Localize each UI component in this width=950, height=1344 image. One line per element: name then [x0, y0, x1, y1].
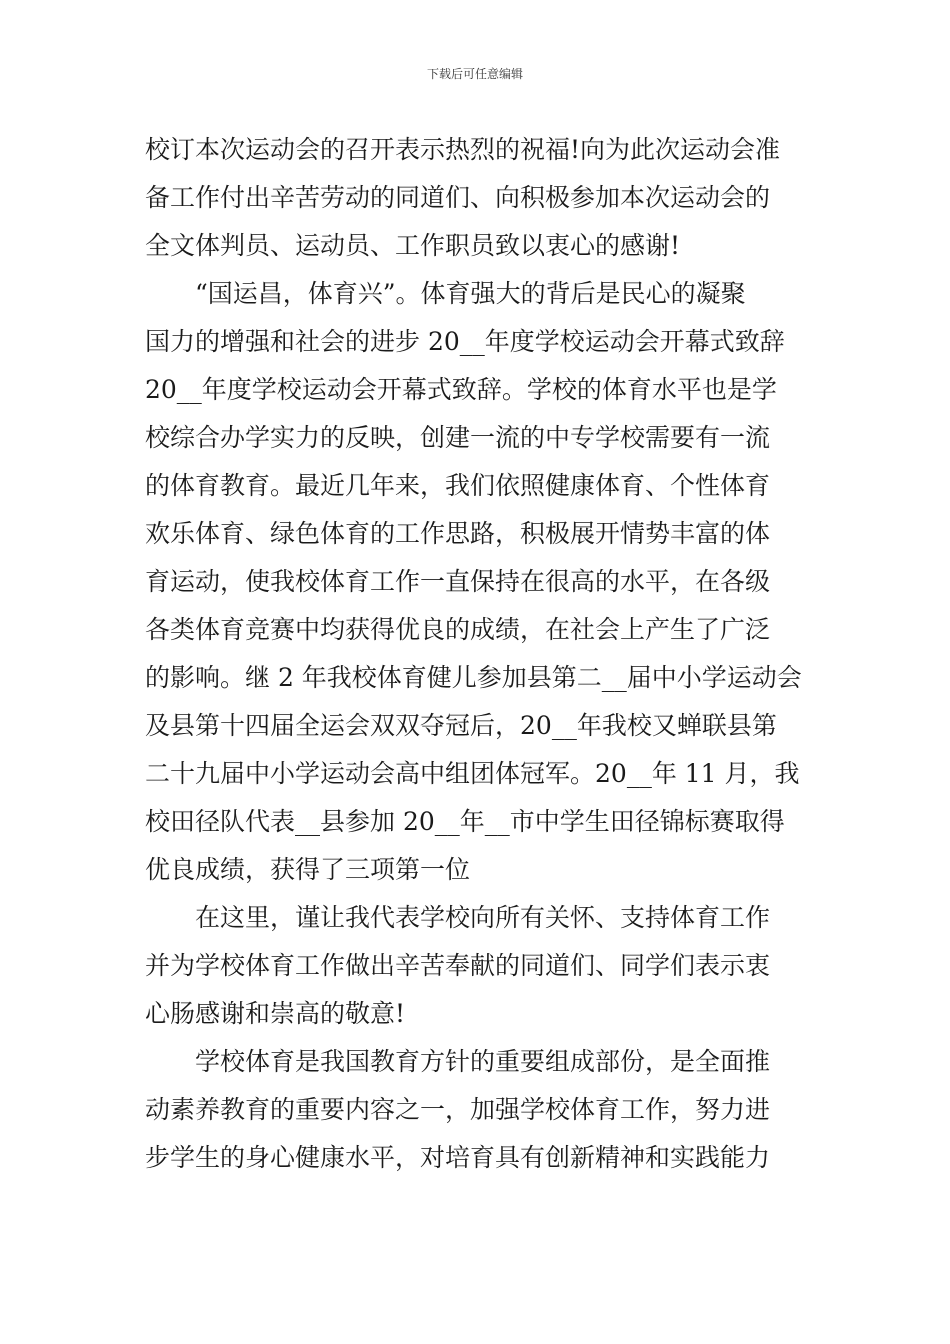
- text-line: 并为学校体育工作做出辛苦奉献的同道们、同学们表示衷: [145, 951, 771, 980]
- text-line: 在这里，谨让我代表学校向所有关怀、支持体育工作: [195, 903, 771, 932]
- text-line: 学校体育是我国教育方针的重要组成部份，是全面推: [195, 1047, 771, 1076]
- text-line: 步学生的身心健康水平，对培育具有创新精神和实践能力: [145, 1143, 771, 1172]
- text-line: 育运动，使我校体育工作一直保持在很高的水平，在各级: [145, 567, 771, 596]
- text-line: 20__年度学校运动会开幕式致辞。学校的体育水平也是学: [145, 375, 777, 404]
- text-line: 欢乐体育、绿色体育的工作思路，积极展开情势丰富的体: [145, 519, 771, 548]
- text-line: 各类体育竞赛中均获得优良的成绩，在社会上产生了广泛: [145, 615, 771, 644]
- text-line: 动素养教育的重要内容之一，加强学校体育工作，努力进: [145, 1095, 771, 1124]
- text-line: “国运昌，体育兴”。体育强大的背后是民心的凝聚: [195, 279, 746, 308]
- text-line: 全文体判员、运动员、工作职员致以衷心的感谢!: [145, 231, 681, 260]
- text-line: 及县第十四届全运会双双夺冠后，20__年我校又蝉联县第: [145, 711, 777, 740]
- paragraph-2: [145, 270, 810, 894]
- text-line: 的影响。继 2 年我校体育健儿参加县第二__届中小学运动会: [145, 663, 802, 692]
- page-header: 下载后可任意编辑: [426, 67, 523, 81]
- text-line: 心肠感谢和崇高的敬意!: [145, 999, 406, 1028]
- text-line: 国力的增强和社会的进步 20__年度学校运动会开幕式致辞: [145, 327, 785, 356]
- text-line: 优良成绩，获得了三项第一位: [145, 855, 471, 884]
- paragraph-3: [145, 894, 810, 1038]
- text-line: 校订本次运动会的召开表示热烈的祝福!向为此次运动会准: [145, 135, 781, 164]
- text-line: 校综合办学实力的反映，创建一流的中专学校需要有一流: [145, 423, 771, 452]
- text-line: 校田径队代表__县参加 20__年__市中学生田径锦标赛取得: [145, 807, 785, 836]
- paragraph-1: [145, 126, 810, 270]
- document-body: [145, 126, 810, 1182]
- paragraph-4: [145, 1038, 810, 1182]
- text-line: 二十九届中小学运动会高中组团体冠军。20__年 11 月，我: [145, 759, 800, 788]
- text-line: 备工作付出辛苦劳动的同道们、向积极参加本次运动会的: [145, 183, 771, 212]
- text-line: 的体育教育。最近几年来，我们依照健康体育、个性体育: [145, 471, 771, 500]
